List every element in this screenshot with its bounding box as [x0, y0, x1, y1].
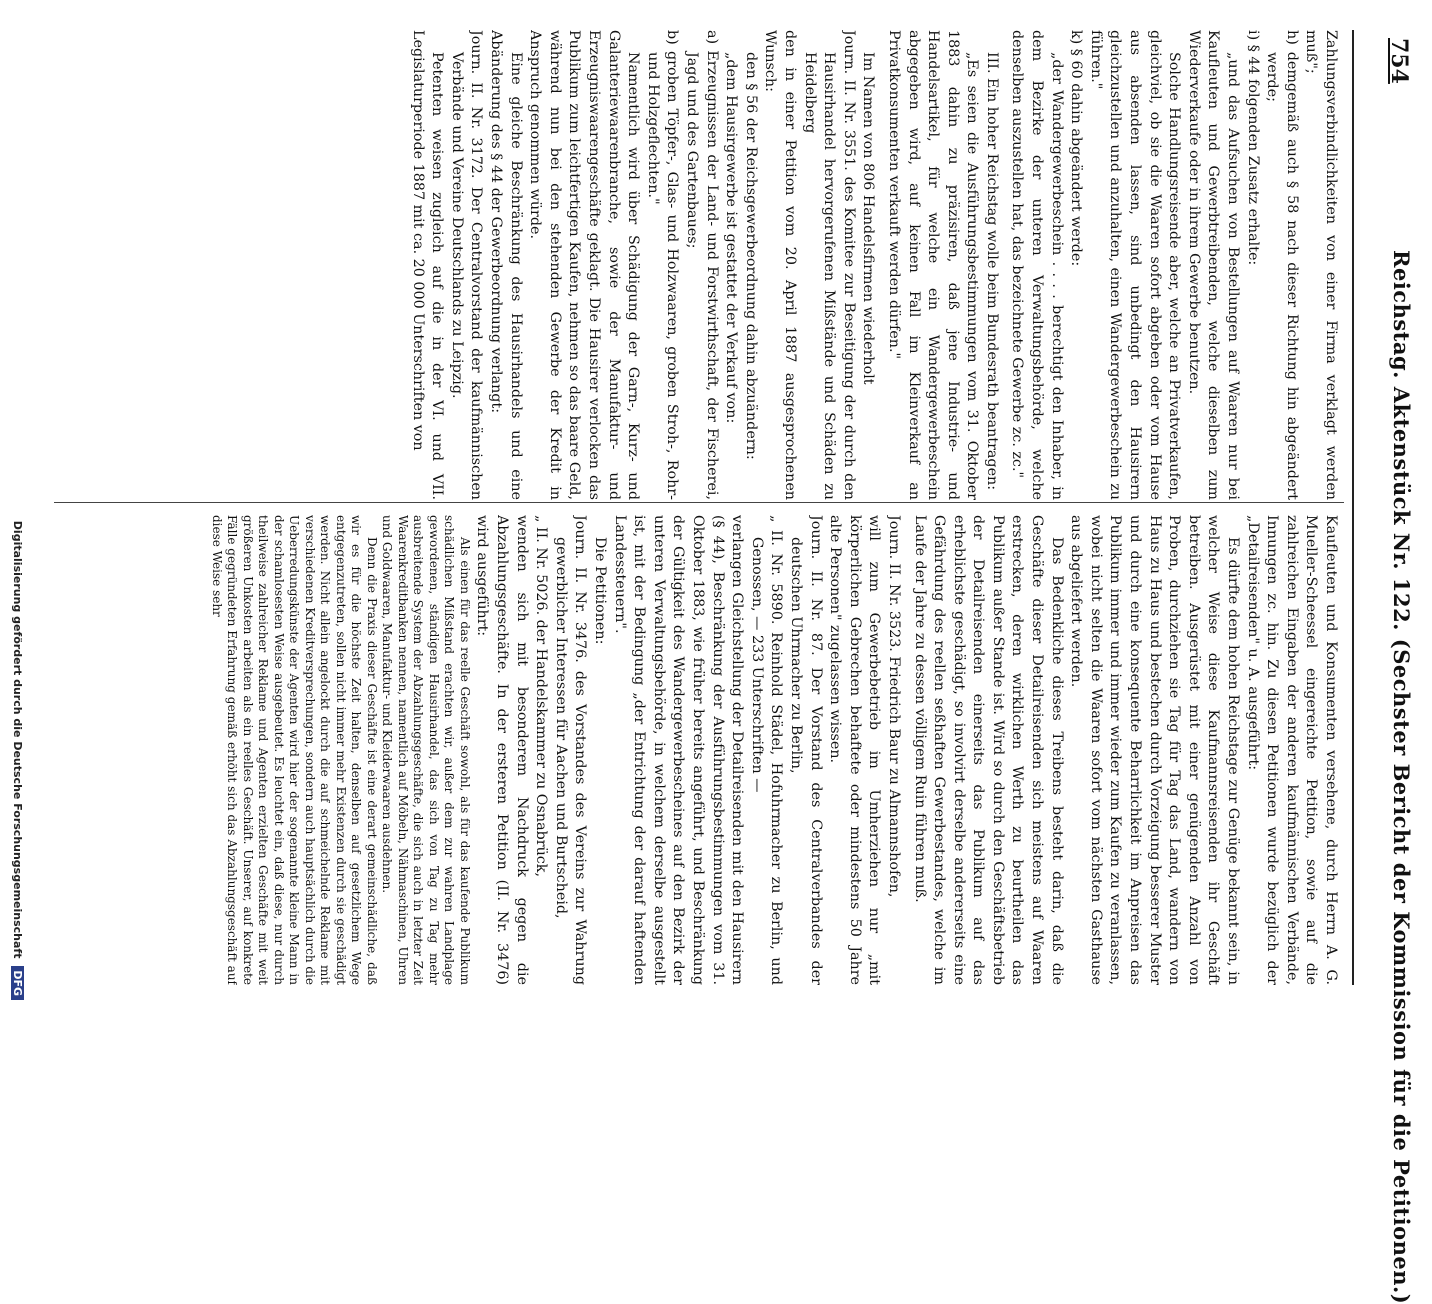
journal-entry: „ II. Nr. 5026. der Handelskammer zu Osnabrück,	[533, 515, 550, 878]
quote: Als einen für das reelle Geschäft sowohl, als für das kaufende Publikum schädlichen Mißstand erachten wir, außer dem zur wahren Landplage gewordenen, ständigen Hausirhandel, das sich von Tag zu Tag mehr ausbreitende System der Abzahlungsgeschäfte, die sich auch in letzter Zeit Waarenkreditbanken nennen, namentlich auf Möbeln, Nähmaschinen, Uhren und Goldwaaren, Manufaktur- und Kleiderwaaren ausdehnen.	[380, 515, 472, 985]
paragraph: Die Petitionen:	[592, 537, 609, 645]
paragraph: will zum Gewerbebetrieb im Umherziehen nur „mit körperlichen Gebrechen behaftete oder mindestens 50 Jahre alte Personen" zugelassen wissen.	[827, 515, 883, 985]
journal-entry: Journ. II. Nr. 3172. Der Centralvorstand der kaufmännischen Verbände und Vereine Deutschlands zu Leipzig.	[448, 30, 485, 500]
list-item: i) § 44 folgenden Zusatz erhalte:	[1244, 30, 1261, 266]
paragraph: wenden sich mit besonderem Nachdruck gegen die Abzahlungsgeschäfte. In der ersteren Petition (II. Nr. 3476) wird ausgeführt:	[474, 515, 530, 985]
quote: „dem Hausirgewerbe ist gestattet der Verkauf von:	[723, 52, 740, 424]
quote: Denn die Praxis dieser Geschäfte ist eine derart gemeinschädliche, daß wir es für die höchste Zeit halten, denselben auf gesetzlichem Wege entgegenzutreten, sollen nicht immer mehr Existenzen durch sie geschädigt werden. Nicht allein angelockt durch die auf schmeichelnde Reklame mit verschiedenen Kreditversprechungen, sondern auch hauptsächlich durch die Ueberredungskünste der Agenten wird hier der sogenannte kleine Mann in der schamlosesten Weise ausgebeutet. Es leuchtet ein, daß diese, nur durch theilweise zahlreicher Reklame und Agenten erzielten Geschäfte mit weit größeren Unkosten arbeiten als ein reelles Geschäft. Unserer, auf konkrete Fälle gegründeten Erfahrung gemäß erhöht sich das Abzahlungsgeschäft auf diese Weise sehr	[209, 515, 379, 985]
paragraph: Zahlungsverbindlichkeiten von einer Firma verklagt werden muß";	[1303, 30, 1339, 500]
paragraph: Petenten weisen zugleich auf die in der VI. und VII. Legislaturperiode 1887 mit ca. 20 000 Unterschriften von	[409, 30, 446, 500]
paragraph: Das Bedenkliche dieses Treibens besteht darin, daß die Geschäfte dieser Detailreisenden sich meistens auf Waaren erstrecken, deren wirklichen Werth zu beurtheilen das Publikum außer Stande ist. Wird so durch den Geschäftsbetrieb der Detailreisenden einerseits das Publikum auf das erheblichste geschädigt, so involvirt derselbe andererseits eine Gefährdung des reellen seßhaften Gewerbestandes, welche im Laufe der Jahre zu dessen völligem Ruin führen muß.	[911, 515, 1065, 985]
column-divider	[54, 502, 1344, 503]
paragraph: den § 56 der Reichsgewerbeordnung dahin abzuändern:	[742, 52, 759, 460]
paragraph: den in einer Petition vom 20. April 1887 ausgesprochenen Wunsch:	[762, 30, 798, 500]
journal-entry: Journ. II. Nr. 87. Der Vorstand des Centralverbandes der deutschen Uhrmacher zu Berlin,	[787, 515, 824, 985]
paragraph: verlangen Gleichstellung der Detailreisenden mit den Hausirern (§ 44), Beschränkung der Ausführungsbestimmungen vom 31. Oktober 1883, wie früher bereits angeführt, und Beschränkung der Gültigkeit des Wandergewerbescheines auf den Bezirk der unteren Verwaltungsbehörde, in welchem derselbe ausgestellt ist, mit der Bedingung „der Entrichtung der darauf haftenden Landessteuern".	[611, 515, 746, 985]
left-column	[70, 30, 1340, 500]
journal-entry: Journ. II. Nr. 3476. des Vorstandes des Vereins zur Wahrung gewerblicher Interessen für Aachen und Burtscheid,	[552, 515, 589, 985]
dfg-logo: DFG	[11, 966, 24, 1000]
paragraph: III. Ein hoher Reichstag wolle beim Bundesrath beantragen:	[983, 52, 1000, 491]
quote: „und das Aufsuchen von Bestellungen auf Waaren nur bei Kaufleuten und Gewerbtreibenden, welche dieselben zum Wiederverkaufe oder in ihrem Gewerbe benutzen.	[1185, 30, 1242, 500]
journal-entry: Journ. II. Nr. 3523. Friedrich Baur zu Almannshofen,	[885, 515, 902, 898]
paragraph: Es dürfte dem hohen Reichstage zur Genüge bekannt sein, in welcher Weise diese Kaufmannsreisenden ihr Geschäft betreiben. Ausgerüstet mit einer genügenden Anzahl von Proben, durchziehen sie Tag für Tag das Land, wandern von Haus zu Haus und bestechen durch Vorzeigung besserer Muster und durch eine konsequente Beharrlichkeit im Anpreisen das Publikum immer und immer wieder zum Kaufen zu veranlassen, wobei nicht selten die Waaren sofort vom nächsten Gasthause aus abgeliefert werden.	[1068, 515, 1242, 985]
journal-entry: Journ. II. Nr. 3551. des Komitee zur Beseitigung der durch den Hausirhandel hervorgerufenen Mißstände und Schäden zu Heidelberg	[801, 30, 857, 500]
list-item: h) demgemäß auch § 58 nach dieser Richtung hin abgeändert werde;	[1264, 30, 1300, 500]
paragraph: Im Namen von 806 Handelsfirmen wiederholt	[860, 52, 877, 385]
header-rule	[1352, 30, 1354, 985]
quote: „der Wandergewerbeschein . . . . berechtigt den Inhaber, in dem Bezirke der unteren Verwaltungsbehörde, welche denselben auszustellen hat, das bezeichnete Gewerbe zc. zc."	[1009, 30, 1065, 500]
paragraph: Namentlich wird über Schädigung der Garn-, Kurz- und Galanteriewaarenbranche, sowie der Manufaktur- und Erzeugniswaarengeschäfte geklagt. Die Hausirer verlocken das Publikum zum leichtfertigen Kaufen, nehmen so das baare Geld, während nun bei den stehenden Gewerbe der Kredit in Anspruch genommen würde.	[527, 30, 642, 500]
quote: „Es seien die Ausführungsbestimmungen vom 31. Oktober 1883 dahin zu präzisiren, daß jene Industrie- und Handelsartikel, für welche ein Wandergewerbeschein abgegeben wird, auf keinen Fall im Kleinverkauf an Privatkonsumenten verkauft werden dürfen."	[885, 30, 981, 500]
page-number: 754	[1386, 38, 1412, 84]
list-item: k) § 60 dahin abgeändert werde:	[1068, 30, 1085, 267]
paragraph: Eine gleiche Beschränkung des Hausirhandels und eine Abänderung des § 44 der Gewerbeordnung verlangt:	[488, 30, 524, 500]
right-column	[70, 515, 1340, 985]
digitization-text: Digitalisierung gefördert durch die Deutsche Forschungsgemeinschaft	[11, 520, 24, 959]
digitization-credit	[6, 0, 24, 1000]
list-item: a) Erzeugnissen der Land- und Forstwirthschaft, der Fischerei, Jagd und des Gartenbaues;	[684, 30, 720, 500]
running-header	[1342, 0, 1432, 1304]
quote: Solche Handlungsreisende aber, welche an Privatverkaufen, gleichviel, ob sie die Waaren sofort abgeben oder vom Hause aus absenden lassen, sind unbedingt den Hausirern gleichzustellen und anzuhalten, einen Wandergewerbeschein zu führen."	[1087, 30, 1183, 500]
paragraph: Kaufleuten und Konsumenten versehene, durch Herrn A. G. Mueller-Scheessel eingereichte Petition, sowie auf die zahlreichen Eingaben der anderen kaufmännischen Verbände, Innungen zc. hin. Zu diesen Petitionen wurde bezüglich der „Detailreisenden" u. A. ausgeführt:	[1244, 515, 1339, 985]
list-item: b) groben Töpfer-, Glas- und Holzwaaren, groben Stroh-, Rohr- und Holzgeflechten."	[644, 30, 681, 500]
journal-entry: „ II. Nr. 5890. Reinhold Städel, Hofuhrmacher zu Berlin, und Genossen, — 233 Unterschriften —	[748, 515, 785, 985]
running-title: Reichstag. Aktenstück Nr. 122. (Sechster Bericht der Kommission für die Petitionen.)	[1389, 250, 1414, 1304]
